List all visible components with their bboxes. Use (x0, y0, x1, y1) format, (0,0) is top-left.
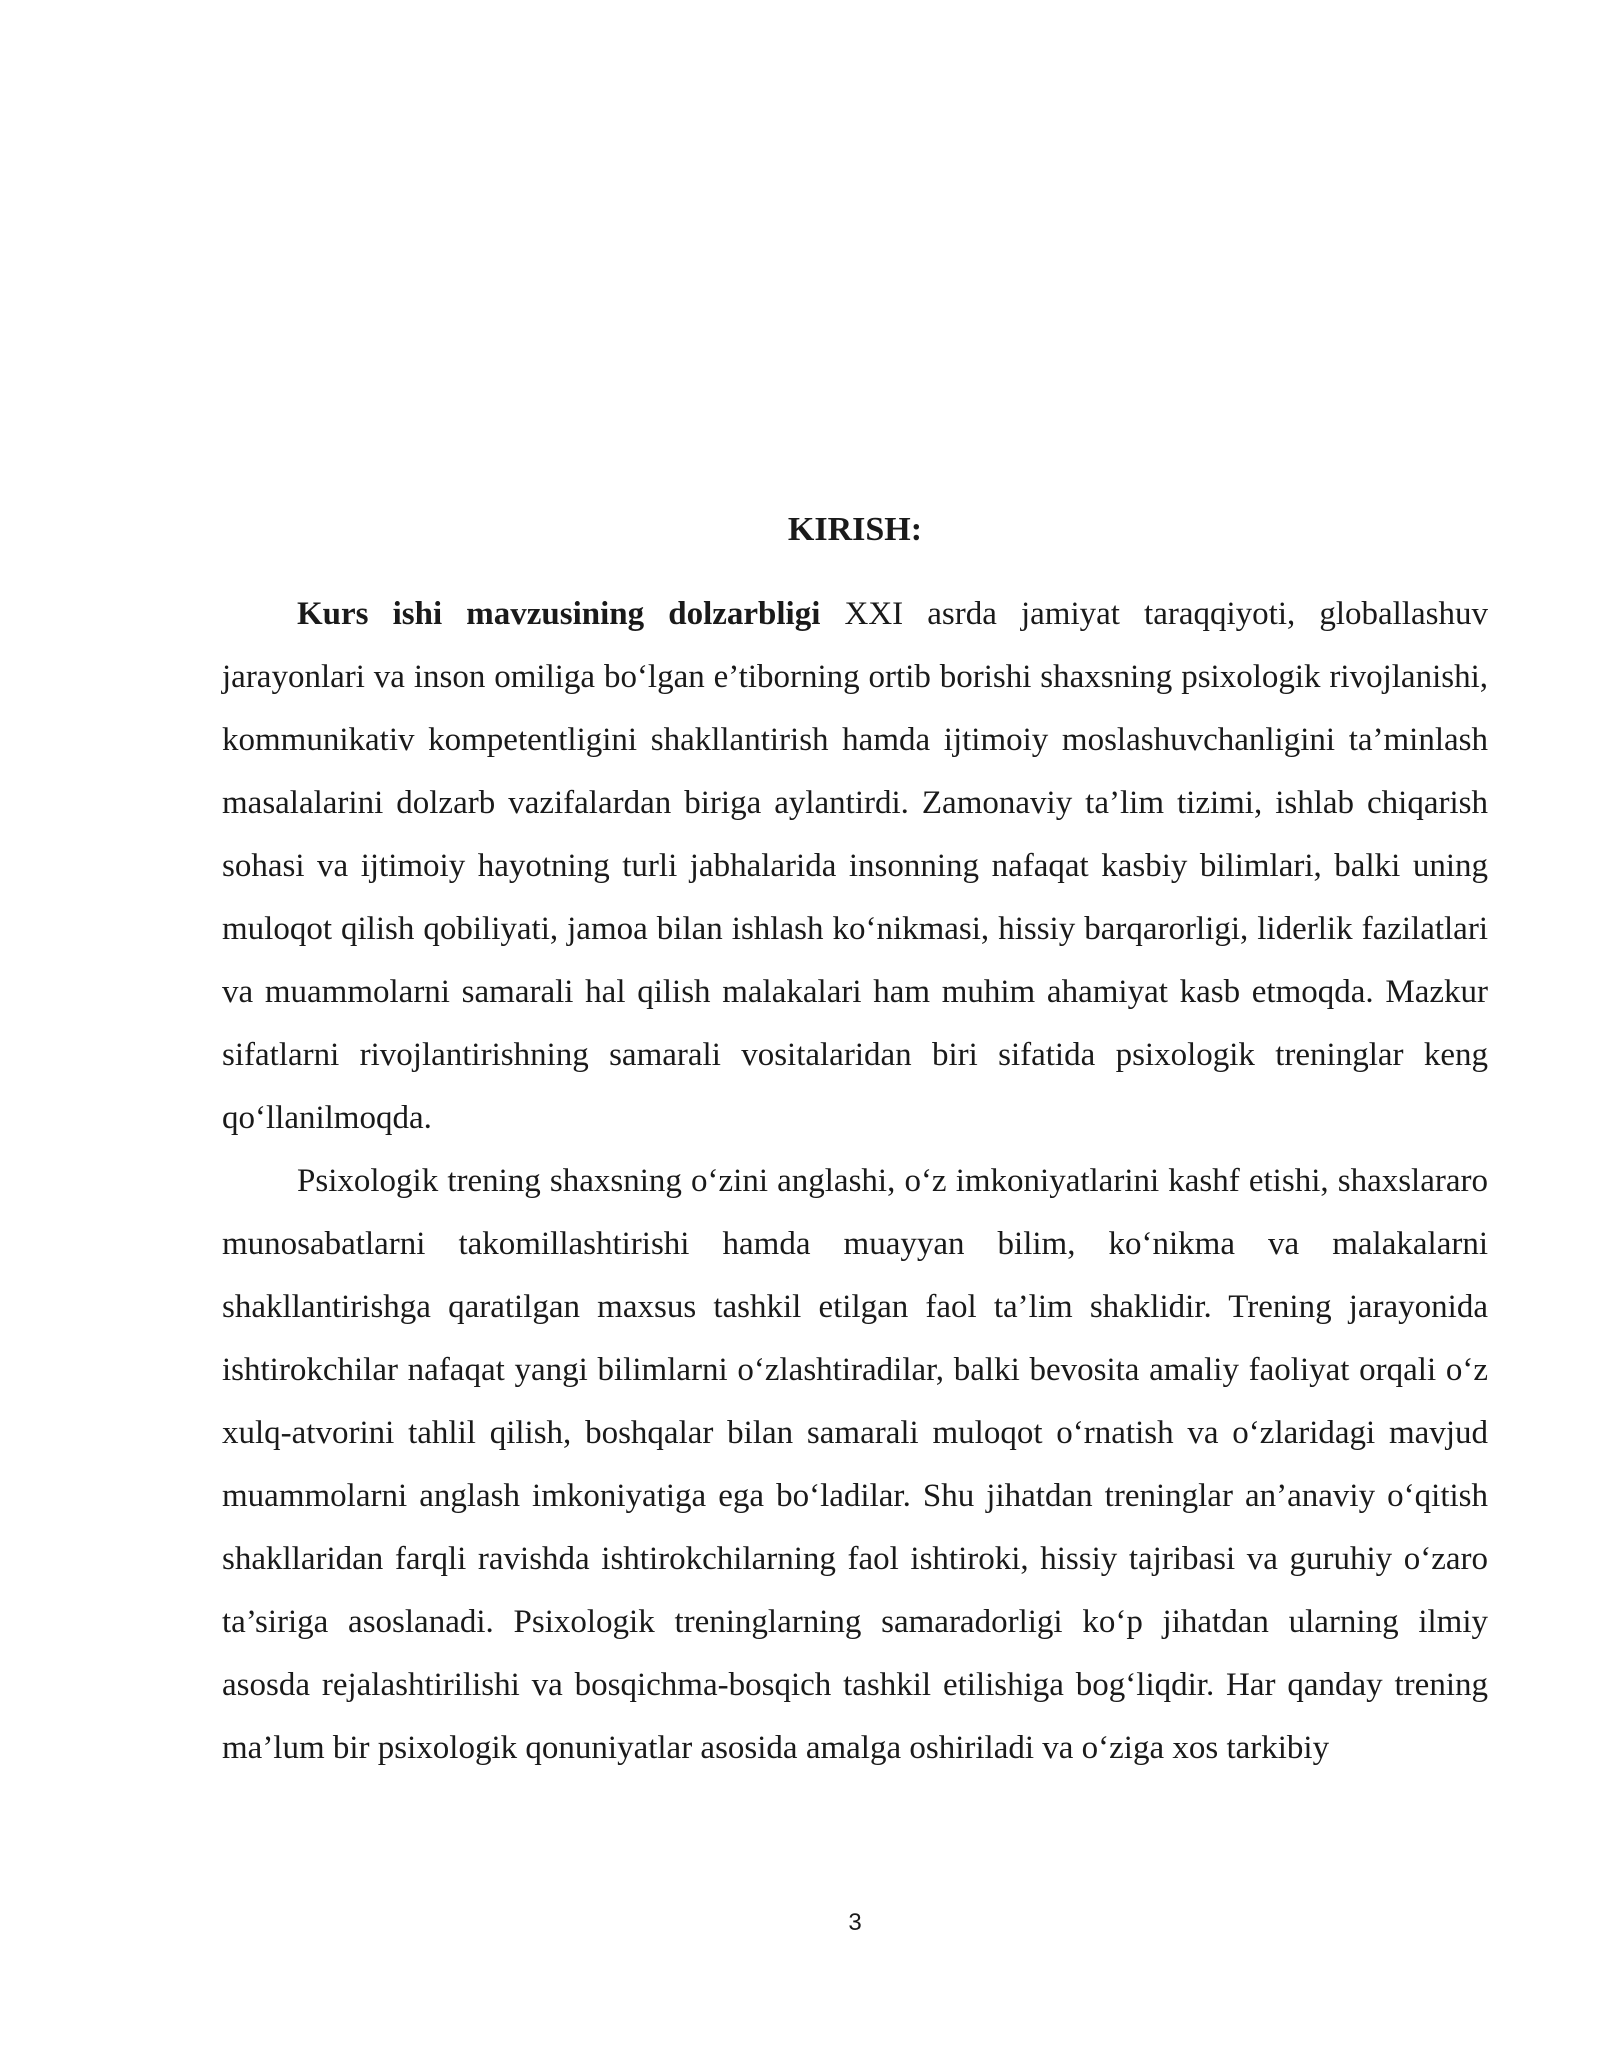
paragraph-text: XXI asrda jamiyat taraqqiyoti, globallashuv jarayonlari va inson omiliga bo‘lgan e’tiborning ortib borishi shaxsning psixologik rivojlanishi, kommunikativ kompetentligini shakllantirish hamda ijtimoiy moslashuvchanligini ta’minlash masalalarini dolzarb vazifalardan biriga aylantirdi. Zamonaviy ta’lim tizimi, ishlab chiqarish sohasi va ijtimoiy hayotning turli jabhalarida insonning nafaqat kasbiy bilimlari, balki uning muloqot qilish qobiliyati, jamoa bilan ishlash ko‘nikmasi, hissiy barqarorligi, liderlik fazilatlari va muammolarni samarali hal qilish malakalari ham muhim ahamiyat kasb etmoqda. Mazkur sifatlarni rivojlantirishning samarali vositalaridan biri sifatida psixologik treninglar keng qo‘llanilmoqda. (222, 596, 1488, 1136)
paragraph-relevance (222, 583, 1488, 1150)
paragraph-lead: Kurs ishi mavzusining dolzarbligi (297, 596, 821, 632)
paragraph-training (222, 1150, 1488, 1780)
paragraph-text: Psixologik trening shaxsning o‘zini anglashi, o‘z imkoniyatlarini kashf etishi, shaxslararo munosabatlarni takomillashtirishi hamda muayyan bilim, ko‘nikma va malakalarni shakllantirishga qaratilgan maxsus tashkil etilgan faol ta’lim shaklidir. Trening jarayonida ishtirokchilar nafaqat yangi bilimlarni o‘zlashtiradilar, balki bevosita amaliy faoliyat orqali o‘z xulq-atvorini tahlil qilish, boshqalar bilan samarali muloqot o‘rnatish va o‘zlaridagi mavjud muammolarni anglash imkoniyatiga ega bo‘ladilar. Shu jihatdan treninglar an’anaviy o‘qitish shakllaridan farqli ravishda ishtirokchilarning faol ishtiroki, hissiy tajribasi va guruhiy o‘zaro ta’siriga asoslanadi. Psixologik treninglarning samaradorligi ko‘p jihatdan ularning ilmiy asosda rejalashtirilishi va bosqichma-bosqich tashkil etilishiga bog‘liqdir. Har qanday trening ma’lum bir psixologik qonuniyatlar asosida amalga oshiriladi va o‘ziga xos tarkibiy (222, 1163, 1488, 1766)
page-number: 3 (848, 1909, 862, 1936)
section-heading: KIRISH: (787, 511, 923, 548)
body-text (222, 583, 1488, 1780)
